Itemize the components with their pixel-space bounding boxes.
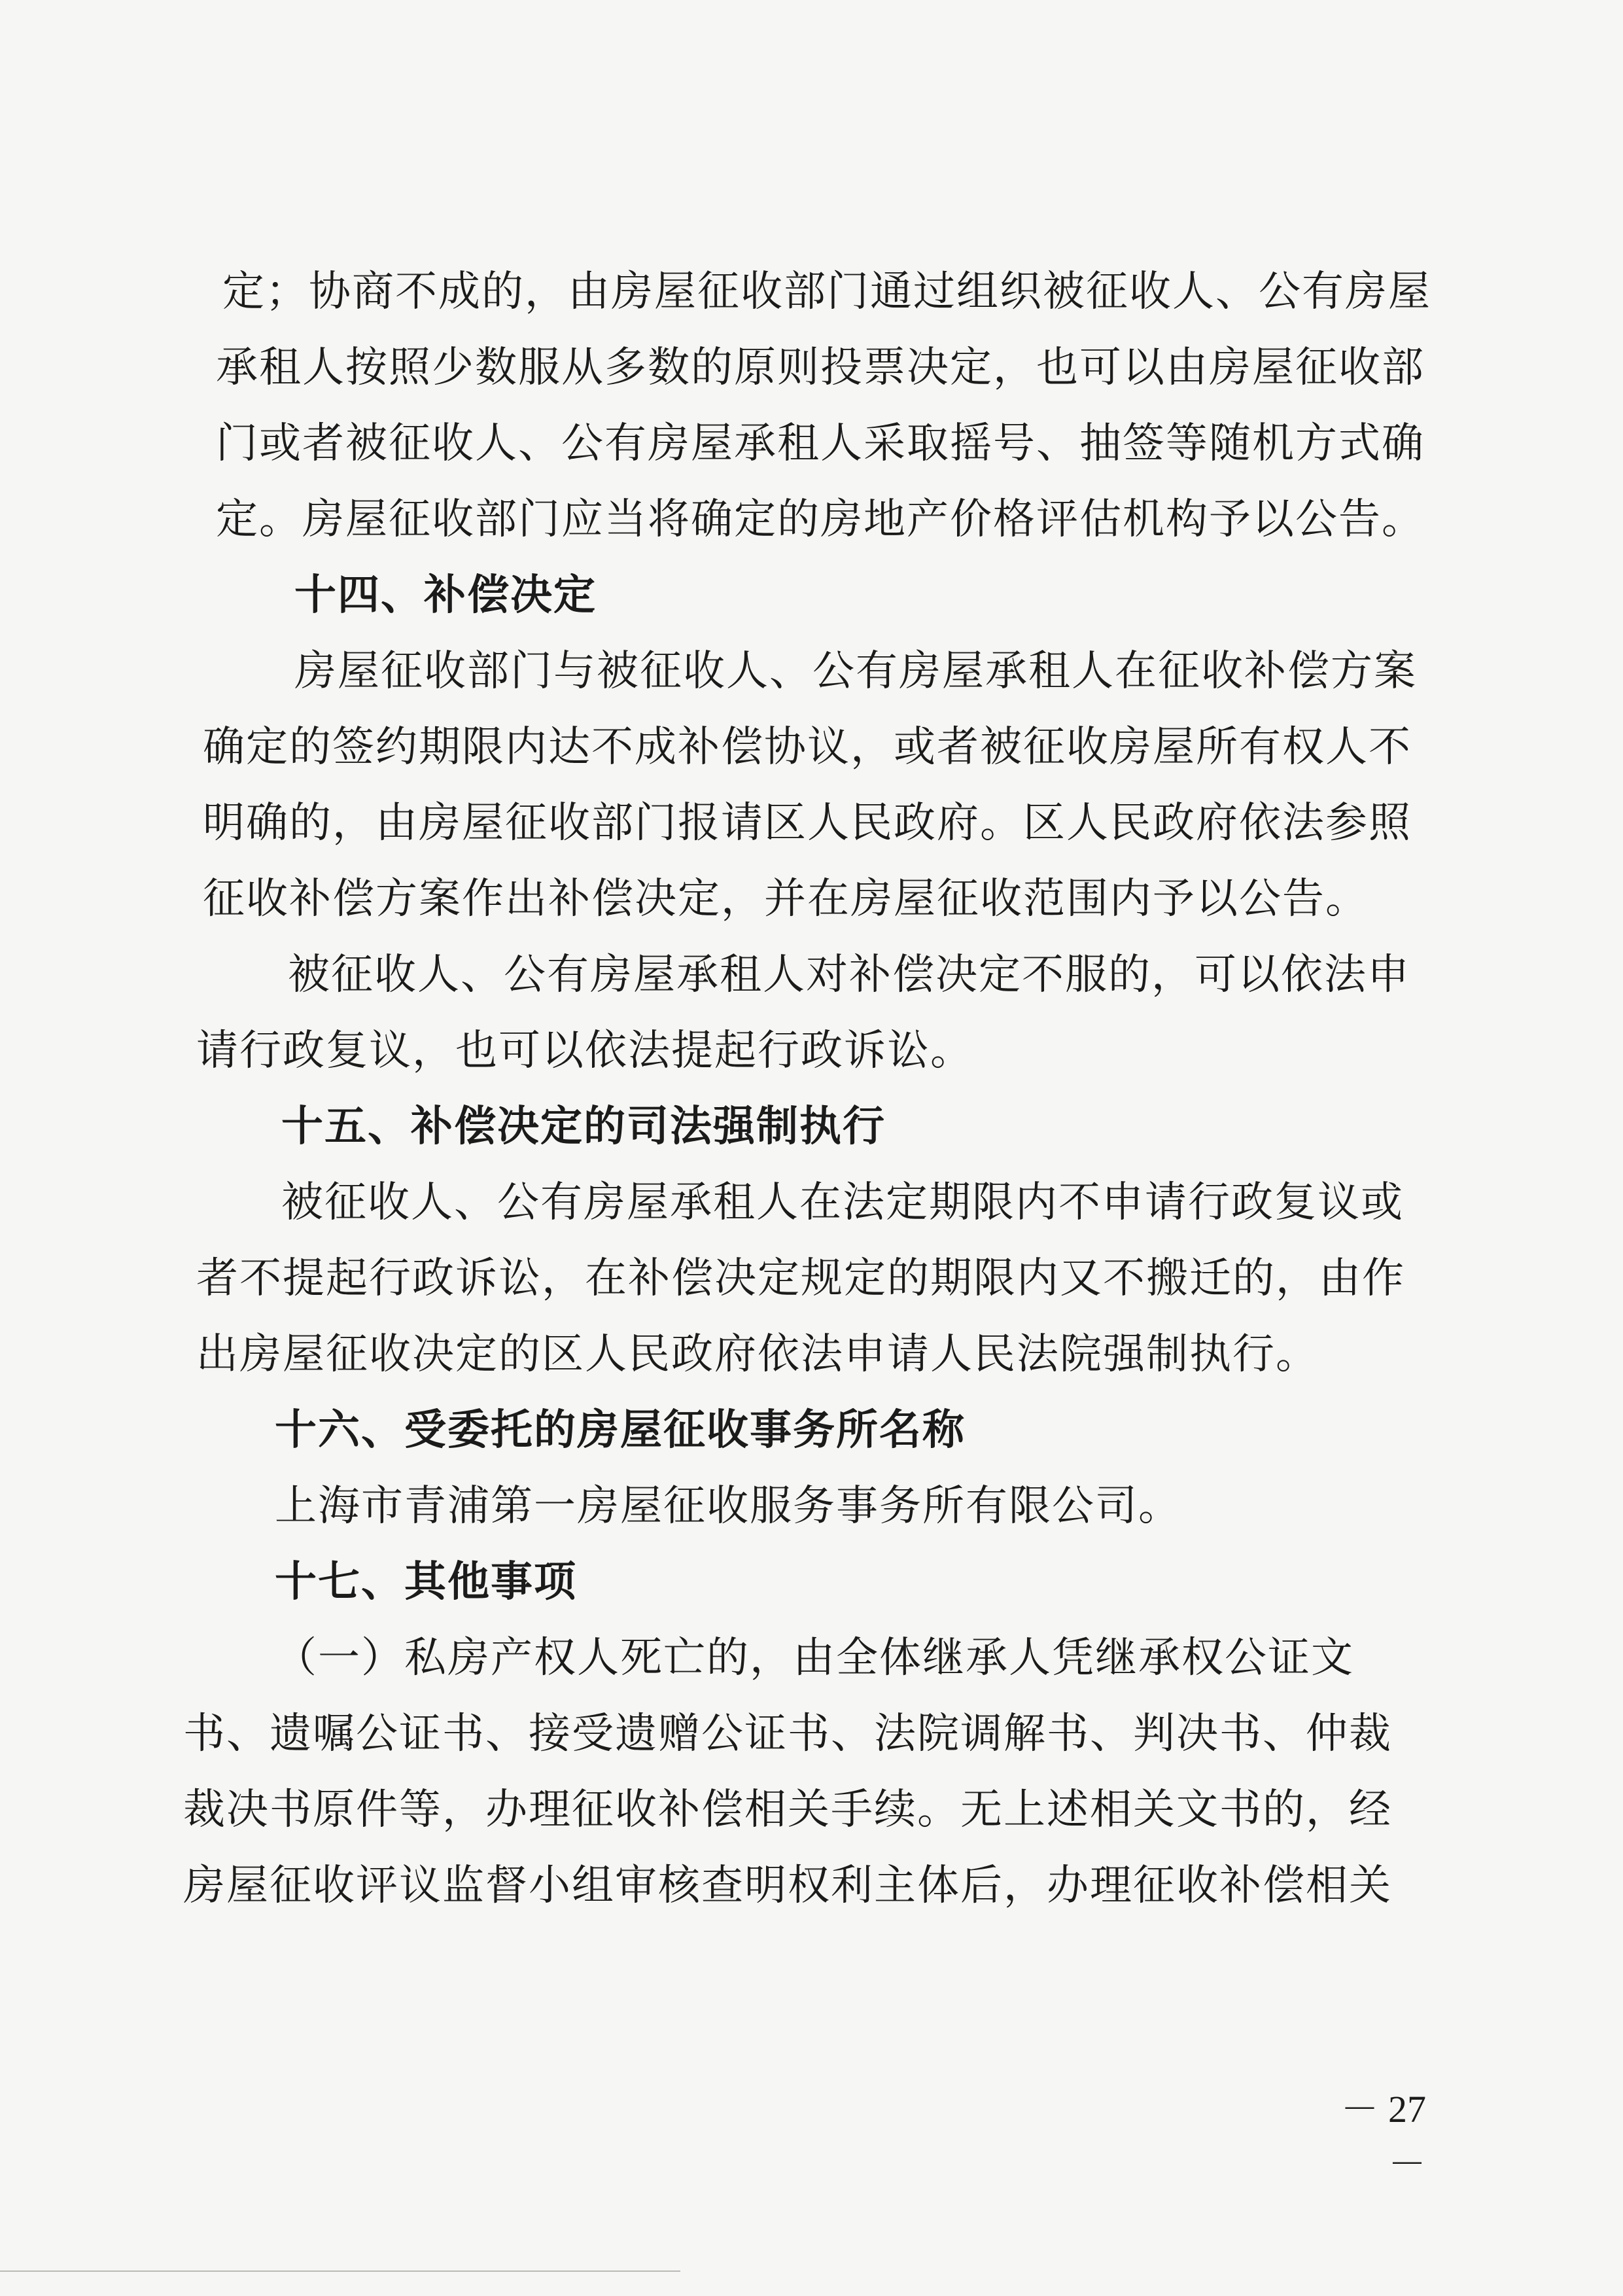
paragraph-line: 征收补偿方案作出补偿决定，并在房屋征收范围内予以公告。: [203, 875, 1369, 923]
paragraph-line: 被征收人、公有房屋承租人在法定期限内不申请行政复议或: [281, 1178, 1404, 1227]
paragraph-line: 裁决书原件等，办理征收补偿相关手续。无上述相关文书的，经: [183, 1786, 1392, 1834]
section-heading: 十五、补偿决定的司法强制执行: [281, 1103, 886, 1151]
paragraph-line: 被征收人、公有房屋承租人对补偿决定不服的，可以依法申: [288, 951, 1410, 999]
paragraph-line: （一）私房产权人死亡的，由全体继承人凭继承权公证文: [275, 1634, 1354, 1682]
paragraph-line: 请行政复议，也可以依法提起行政诉讼。: [196, 1027, 973, 1075]
paragraph-line: 出房屋征收决定的区人民政府依法申请人民法院强制执行。: [196, 1330, 1319, 1379]
section-heading: 十七、其他事项: [275, 1558, 577, 1606]
bottom-scan-edge: [0, 2270, 680, 2272]
paragraph-line: 房屋征收部门与被征收人、公有房屋承租人在征收补偿方案: [294, 647, 1417, 696]
page-number: － 27 －: [1340, 2088, 1426, 2185]
paragraph-line: 定；协商不成的，由房屋征收部门通过组织被征收人、公有房屋: [222, 268, 1431, 316]
section-heading: 十六、受委托的房屋征收事务所名称: [275, 1406, 966, 1455]
paragraph-line: 书、遗嘱公证书、接受遗赠公证书、法院调解书、判决书、仲裁: [183, 1710, 1392, 1758]
paragraph-line: 房屋征收评议监督小组审核查明权利主体后，办理征收补偿相关: [183, 1862, 1392, 1910]
section-heading: 十四、补偿决定: [294, 571, 597, 620]
paragraph-line: 门或者被征收人、公有房屋承租人采取摇号、抽签等随机方式确: [216, 419, 1425, 468]
paragraph-line: 者不提起行政诉讼，在补偿决定规定的期限内又不搬迁的，由作: [196, 1254, 1405, 1303]
paragraph-line: 上海市青浦第一房屋征收服务事务所有限公司。: [275, 1482, 1181, 1530]
paragraph-line: 确定的签约期限内达不成补偿协议，或者被征收房屋所有权人不: [203, 723, 1412, 771]
document-body: [183, 254, 1452, 1924]
paragraph-line: 定。房屋征收部门应当将确定的房地产价格评估机构予以公告。: [216, 495, 1425, 544]
paragraph-line: 承租人按照少数服从多数的原则投票决定，也可以由房屋征收部: [216, 344, 1425, 392]
paragraph-line: 明确的，由房屋征收部门报请区人民政府。区人民政府依法参照: [203, 799, 1412, 847]
